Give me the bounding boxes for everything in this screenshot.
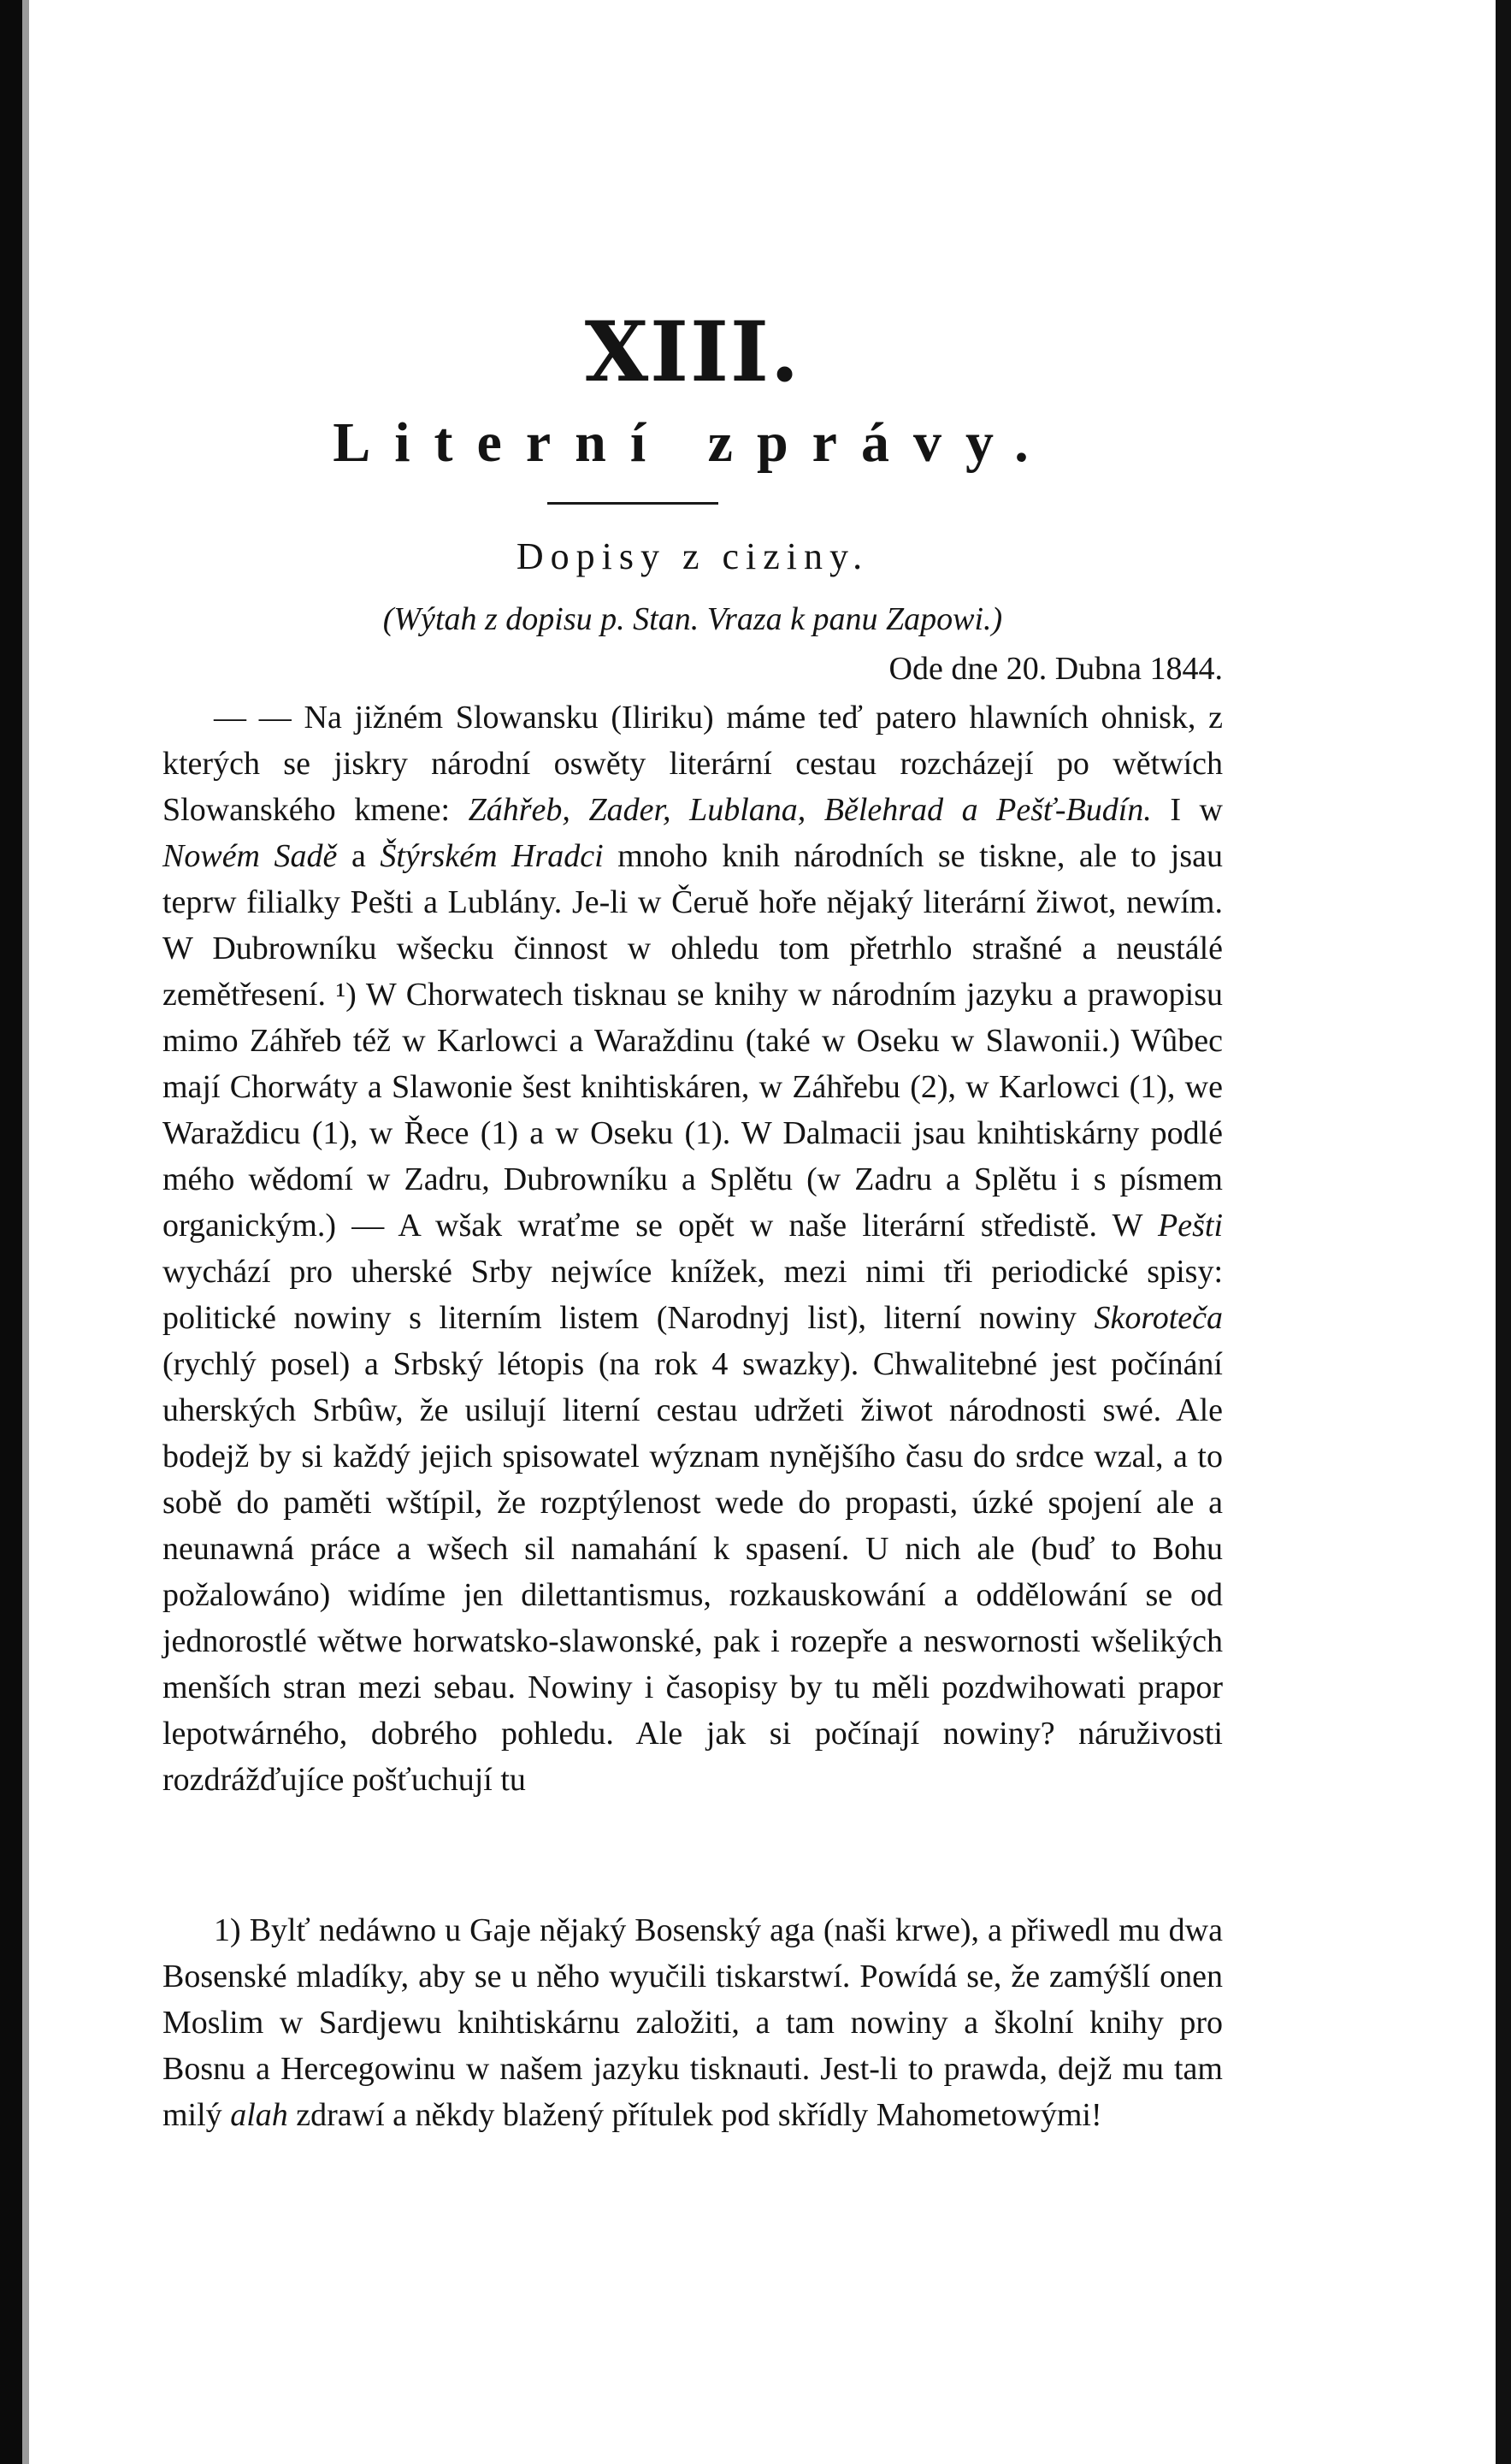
footnote-segment-2: zdrawí a někdy blažený přítulek pod skřídly Mahometowými! [296, 2097, 1102, 2133]
title-divider [547, 502, 718, 505]
body-place-novi-sad: Nowém Sadě [162, 838, 338, 874]
page [162, 0, 1223, 2464]
body-segment-5: wychází pro uherské Srby nejwíce knížek, mezi nimi tři periodické spisy: politické nowiny s literním listem (Narodnyj list), literní nowiny [162, 1254, 1223, 1336]
footnote-paragraph [162, 1907, 1223, 2138]
body-newspaper-name: Skoroteča [1094, 1300, 1223, 1336]
body-segment-6: (rychlý posel) a Srbský létopis (na rok 4 swazky). Chwalitebné jest počínání uherských Srbûw, že usilují literní cestau udržeti žiwot národnosti swé. Ale bodejž by si každý jejich spisowatel wýznam nynějšího času do srdce wzal, a to sobě do paměti wštípil, že rozptýlenost wede do propasti, úzké spojení ale a neunawná práce a wšech sil namahání k spasení. U nich ale (buď to Bohu požalowáno) widíme jen dilettantismus, rozkauskowání a oddělowání se od jednorostlé wětwe horwatsko-slawonské, pak i rozepře a neswornosti wšelikých menších stran mezi sebau. Nowiny i časopisy by tu měli pozdwihowati prapor lepotwárného, dobrého pohledu. Ale jak si počínají nowiny? náruživosti rozdrážďujíce pošťuchují tu [162, 1346, 1223, 1798]
letter-date: Ode dne 20. Dubna 1844. [888, 651, 1223, 687]
scan-right-edge [1496, 0, 1511, 2464]
footnote-segment-1: 1) Bylť nedáwno u Gaje nějaký Bosenský aga (naši krwe), a přiwedl mu dwa Bosenské mladíky, aby se u něho wyučili tiskarstwí. Powídá se, že zamýšlí onen Moslim w Sardjewu knihtiskárnu založiti, a tam nowiny a školní knihy pro Bosnu a Hercegowinu w našem jazyku tisknauti. Jest-li to prawda, dejž mu tam milý [162, 1912, 1223, 2133]
main-paragraph [162, 694, 1223, 1803]
scan-left-edge-shadow [22, 0, 29, 2464]
section-subtitle: Dopisy z ciziny. [516, 535, 870, 577]
body-city-list: Záhřeb, Zader, Lublana, Bělehrad a Pešť-Budín. [468, 792, 1152, 828]
excerpt-note: (Wýtah z dopisu p. Stan. Vraza k panu Zapowi.) [382, 601, 1003, 637]
body-place-graz: Štýrském Hradci [380, 838, 604, 874]
footnote [162, 1907, 1223, 2138]
body-place-pest: Pešti [1158, 1208, 1223, 1244]
page-title: Literní zprávy. [333, 411, 1053, 474]
scan-left-edge [0, 0, 22, 2464]
body-segment-4: mnoho knih národních se tiskne, ale to jsau teprw filialky Pešti a Lublány. Je-li w Čeruě hoře nějaký literární žiwot, newím. W Dubrowníku wšecku činnost w ohledu tom přetrhlo strašné a neustálé zemětřesení. ¹) W Chorwatech tisknau se knihy w národním jazyku a prawopisu mimo Záhřeb též w Karlowci a Waraždinu (také w Oseku w Slawonii.) Wûbec mají Chorwáty a Slawonie šest knihtiskáren, w Záhřebu (2), w Karlowci (1), we Waraždicu (1), w Řece (1) a w Oseku (1). W Dalmacii jsau knihtiskárny podlé mého wědomí w Zadru, Dubrowníku a Splětu (w Zadru a Splětu i s písmem organickým.) — A wšak wraťme se opět w naše literární středistě. W [162, 838, 1223, 1244]
body-segment-1: — — Na jižném Slowansku (Iliriku) máme teď patero hlawních ohnisk, z kterých se jiskry národní oswěty literární cestau rozcházejí po wětwích Slowanského kmene: [162, 700, 1223, 828]
footnote-word-alah: alah [230, 2097, 288, 2133]
body-segment-2: I w [1170, 792, 1223, 828]
main-text [162, 694, 1223, 1803]
chapter-number: XIII. [584, 304, 801, 400]
body-segment-3: a [351, 838, 366, 874]
